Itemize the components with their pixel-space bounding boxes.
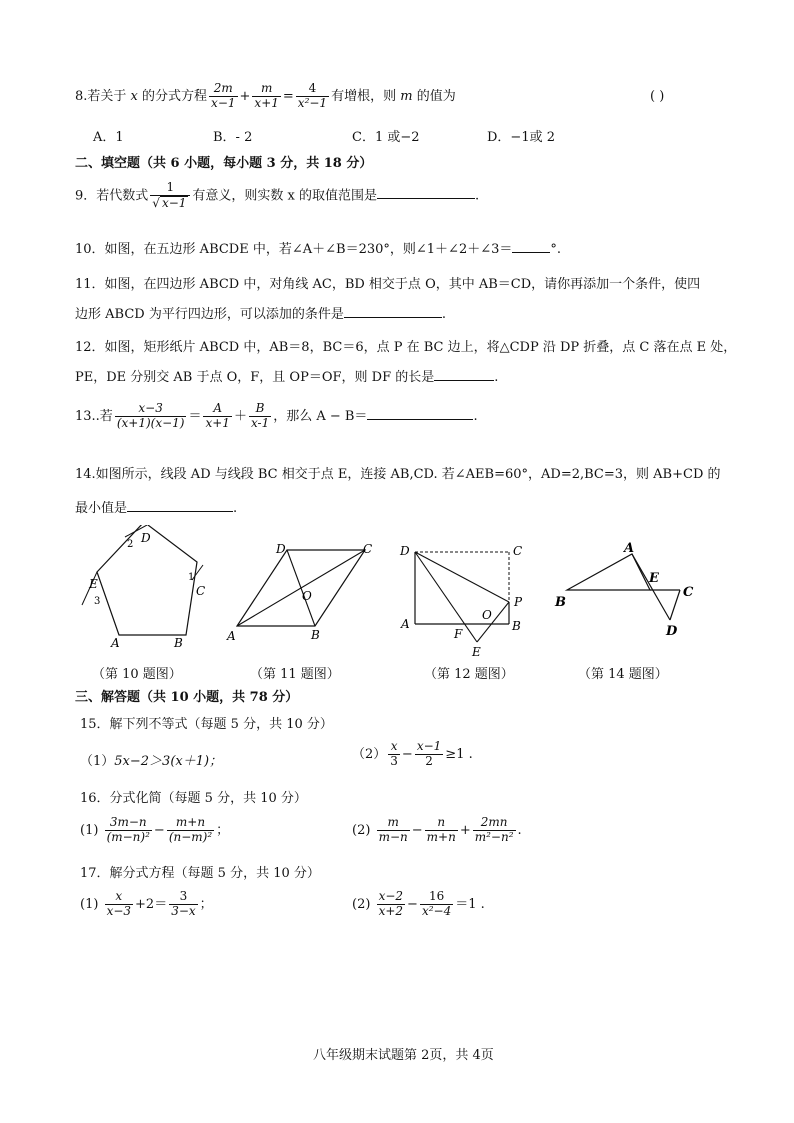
segment-ad: [632, 554, 670, 620]
label-b: B: [311, 628, 320, 642]
q15-part1: （1）5x−2＞3(x＋1)；: [80, 754, 223, 769]
q8-option-c: C．1 或−2: [352, 130, 420, 145]
q8-option-d: D．−1或 2: [487, 130, 555, 145]
q10-line: 10．如图，在五边形 ABCDE 中，若∠A＋∠B＝230°，则∠1＋∠2＋∠3＝ °.: [75, 242, 562, 257]
q17-part2: (2) $\frac{x-2}{x+2}$ − $\frac{16}{\text{x²−4}}$ ＝1 .: [352, 889, 485, 918]
q14-line1: 14.如图所示，线段 AD 与线段 BC 相交于点 E，连接 AB,CD. 若∠AEB=60°，AD=2,BC=3，则 AB+CD 的: [75, 467, 721, 482]
q15-title: 15．解下列不等式（每题 5 分，共 10 分）: [80, 717, 333, 732]
q16-fraction-2: $\frac{n}{m+n}$: [426, 815, 456, 844]
q8-fraction-1: $\frac{2m}{x-1}$: [211, 81, 236, 110]
q11-line1: 11．如图，在四边形 ABCD 中，对角线 AC，BD 相交于点 O，其中 AB＝CD，请你再添加一个条件，使四: [75, 277, 701, 292]
q17-part1: (1) $\frac{x}{x-3}$ +2＝ $\frac{3}{3-x}$ ；: [80, 889, 213, 918]
q9-line: 9．若代数式 $\frac{1}{√ x-1}$ 有意义，则实数 x 的取值范围是 .: [75, 180, 480, 210]
label-d: D: [141, 531, 151, 545]
q8-line: 8.若关于 x 的分式方程 $\frac{2m}{x-1}$ + $\frac{m}{x+1}$ = $\frac{4}{\text{x²−1}}$ 有增根，则 m 的值为: [75, 81, 456, 110]
label-d: D: [276, 542, 286, 556]
q17-fraction-2: $\frac{3}{3-x}$: [171, 889, 196, 918]
q11-line2: 边形 ABCD 为平行四边形，可以添加的条件是 .: [75, 307, 446, 322]
label-a: A: [401, 617, 410, 631]
figure-12-rectangle-fold: [395, 538, 535, 660]
q13-fraction-left: $\frac{x-3}{(x+1)(x-1)}$: [116, 401, 185, 430]
label-c: C: [683, 585, 694, 600]
figure-14-segments: [550, 538, 700, 646]
q8-fraction-3: $\frac{4}{\text{x²−1}}$: [297, 81, 328, 110]
q8-answer-paren: ( ): [650, 89, 665, 104]
caption-fig10: （第 10 题图）: [92, 667, 182, 682]
q17-title: 17．解分式方程（每题 5 分，共 10 分）: [80, 866, 320, 881]
label-1: 1: [188, 572, 195, 583]
label-o: O: [482, 608, 492, 622]
figure-10-pentagon: [75, 525, 220, 655]
q17-fraction-1: $\frac{x-2}{x+2}$: [378, 889, 404, 918]
q12-line2: PE，DE 分别交 AB 于点 O，F，且 OP＝OF，则 DF 的长是 .: [75, 370, 499, 385]
fold-dp: [415, 552, 509, 602]
line-de: [415, 552, 477, 642]
label-a: A: [111, 636, 120, 650]
q16-fraction-3: $\frac{2mn}{\text{m²−n²}}$: [474, 815, 514, 844]
q12-line1: 12．如图，矩形纸片 ABCD 中，AB＝8，BC＝6，点 P 在 BC 边上，将△CDP 沿 DP 折叠，点 C 落在点 E 处，: [75, 340, 737, 355]
section3-title: 三、解答题（共 10 小题，共 78 分）: [75, 690, 299, 705]
figure-11-quadrilateral: [225, 538, 385, 646]
triangle-abe: [567, 554, 650, 590]
q13-line: 13..若 $\frac{x-3}{(x+1)(x-1)}$ ＝ $\frac{A}{x+1}$ ＋ $\frac{B}{x-1}$ ，那么 A − B＝ .: [75, 401, 478, 430]
caption-fig12: （第 12 题图）: [424, 667, 514, 682]
label-d: D: [666, 624, 678, 639]
q15-fraction-1: $\frac{x}{3}$: [390, 739, 398, 768]
q16-fraction-1: $\frac{m}{m-n}$: [378, 815, 408, 844]
q16-fraction-2: $\frac{m+n}{\text{(n−m)²}}$: [168, 815, 213, 844]
label-c: C: [363, 542, 373, 556]
q8-option-b: B．- 2: [213, 130, 253, 145]
q8-fraction-2: $\frac{m}{x+1}$: [254, 81, 279, 110]
q16-part1: (1) $\frac{3m-n}{\text{(m−n)²}}$ − $\frac{m+n}{\text{(n−m)²}}$ ；: [80, 815, 230, 844]
q15-part2: （2） $\frac{x}{3}$ − $\frac{x-1}{2}$ ≥1 .: [352, 739, 473, 768]
q15-fraction-2: $\frac{x-1}{2}$: [416, 739, 442, 768]
label-f: F: [454, 627, 463, 641]
label-e: E: [472, 645, 481, 659]
label-b: B: [555, 595, 566, 610]
label-a: A: [624, 541, 635, 556]
label-c: C: [196, 584, 206, 598]
label-b: B: [512, 619, 521, 633]
label-o: O: [302, 589, 312, 603]
q13-fraction-a: $\frac{A}{x+1}$: [205, 401, 230, 430]
q8-option-a: A．1: [93, 130, 124, 145]
q17-fraction-2: $\frac{16}{\text{x²−4}}$: [421, 889, 452, 918]
q16-fraction-1: $\frac{3m-n}{\text{(m−n)²}}$: [106, 815, 150, 844]
label-e: E: [649, 571, 659, 586]
label-d: D: [400, 544, 410, 558]
diagonal-bd: [287, 550, 315, 626]
label-e: E: [89, 577, 98, 591]
label-p: P: [514, 595, 523, 609]
q14-line2: 最小值是 .: [75, 501, 238, 516]
label-a: A: [227, 629, 236, 643]
label-3: 3: [94, 596, 101, 607]
q17-fraction-1: $\frac{x}{x-3}$: [106, 889, 132, 918]
q9-fraction: $\frac{1}{√ x-1}$: [150, 181, 190, 211]
label-2: 2: [127, 539, 134, 550]
q13-fraction-b: $\frac{B}{x-1}$: [250, 401, 270, 430]
label-c: C: [513, 544, 523, 558]
q16-part2: (2) $\frac{m}{m-n}$ − $\frac{n}{m+n}$ + $\frac{2mn}{\text{m²−n²}}$ .: [352, 815, 522, 844]
section2-title: 二、填空题（共 6 小题，每小题 3 分，共 18 分）: [75, 156, 373, 171]
caption-fig14: （第 14 题图）: [578, 667, 668, 682]
segment-cd: [670, 590, 680, 620]
q16-title: 16．分式化简（每题 5 分，共 10 分）: [80, 791, 307, 806]
page-footer: 八年级期末试题第 2页，共 4页: [313, 1048, 494, 1063]
label-b: B: [174, 636, 183, 650]
caption-fig11: （第 11 题图）: [250, 667, 340, 682]
